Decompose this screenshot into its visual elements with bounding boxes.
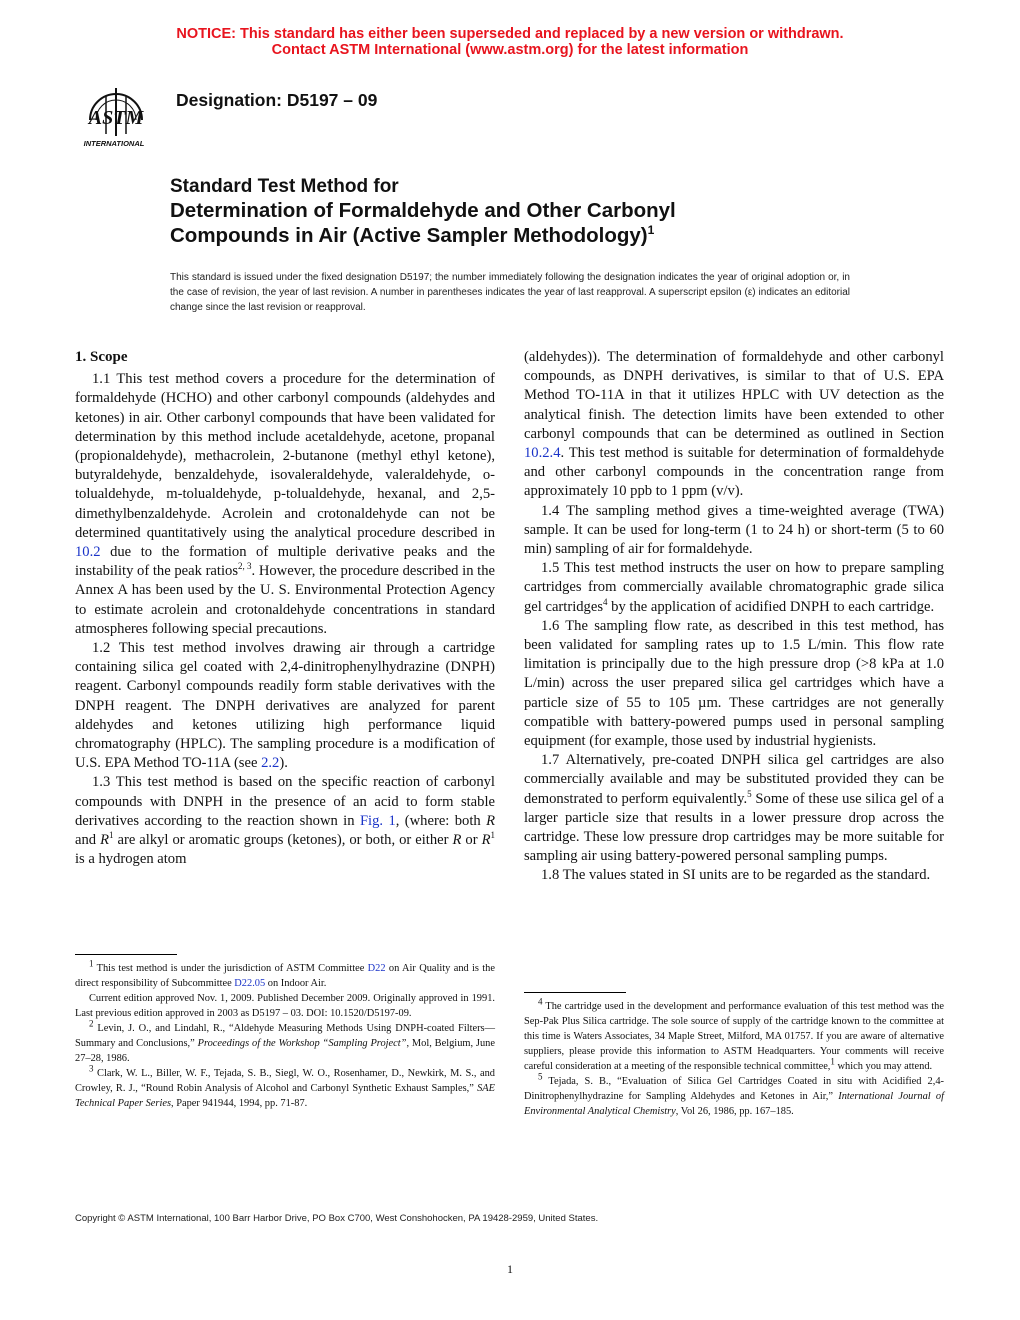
footnote-5-text-b: , Vol 26, 1986, pp. 167–185. <box>675 1106 794 1117</box>
para-1-5 <box>524 559 944 617</box>
footnote-4-text-a: The cartridge used in the development and performance evaluation of this test method was the Sep-Pak Plus Silica cartridge. The sole source of supply of the cartridge known to the committee at this time is Waters Associates, 34 Maple Street, Milford, MA 01757. If you are aware of alternative suppliers, please provide this information to ASTM Headquarters. Your comments will receive careful consideration at a meeting of the responsible technical committee, <box>524 1001 944 1072</box>
footnote-1 <box>75 958 495 991</box>
var-r1-sup: 1 <box>109 830 114 841</box>
footnote-1-text-b: on Air Quality and is the direct responsibility of Subcommittee <box>75 963 495 989</box>
astm-logo-icon <box>70 80 160 148</box>
para-1-3-text-b: , (where: both <box>395 812 487 829</box>
astm-logo <box>70 80 160 148</box>
footnote-5-text-a: Tejada, S. B., “Evaluation of Silica Gel Cartridges Coated in situ with Acidified 2,4-Dinitrophenylhydrazine for Sampling Aldehydes and Ketones in Air,” <box>524 1076 944 1102</box>
footnote-divider <box>75 954 177 955</box>
var-r1: R <box>100 832 109 849</box>
title-line-2: Determination of Formaldehyde and Other Carbonyl <box>170 199 676 222</box>
footnote-2-text-b: , Mol, Belgium, June 27–28, 1986. <box>75 1038 495 1064</box>
notice-line-1: NOTICE: This standard has either been superseded and replaced by a new version or withdrawn. <box>176 26 844 42</box>
issued-note: This standard is issued under the fixed designation D5197; the number immediately following the designation indicates the year of original adoption or, in the case of revision, the year of last revision. A number in parentheses indicates the year of last reapproval. A superscript epsilon (ε) indicates an editorial change since the last revision or reapproval. <box>170 272 850 313</box>
notice-line-2: Contact ASTM International (www.astm.org) for the latest information <box>271 42 749 58</box>
link-d22[interactable]: D22 <box>367 963 386 974</box>
document-title <box>170 176 890 248</box>
title-footnote-ref[interactable]: 1 <box>647 223 655 238</box>
para-1-7-text-a: 1.7 Alternatively, pre-coated DNPH silica gel cartridges are also commercially available and may be substituted provided they can be demonstrated to perform equivalently. <box>524 752 944 807</box>
withdrawn-notice <box>0 26 1020 58</box>
para-1-3 <box>75 773 495 869</box>
footnote-3-marker: 3 <box>89 1063 94 1074</box>
page-number: 1 <box>507 1262 513 1276</box>
para-1-3-continued <box>524 348 944 502</box>
para-1-8: 1.8 The values stated in SI units are to be regarded as the standard. <box>541 867 931 884</box>
footnote-5-source: International Journal of Environmental Analytical Chemistry <box>524 1091 945 1117</box>
link-d22-05[interactable]: D22.05 <box>234 978 266 989</box>
section-heading-scope: 1. Scope <box>75 349 128 365</box>
para-1-4: 1.4 The sampling method gives a time-weighted average (TWA) sample. It can be used for long-term (1 to 24 h) or short-term (5 to 60 min) sampling of air for formaldehyde. <box>524 502 944 558</box>
title-line-3-text: Compounds in Air (Active Sampler Methodology) <box>170 224 648 247</box>
link-fig-1[interactable]: Fig. 1 <box>359 812 396 829</box>
para-1-1-text-b: due to the formation of multiple derivative peaks and the instability of the peak ratios <box>75 544 495 580</box>
footnote-divider-right <box>524 992 626 993</box>
para-1-7 <box>524 751 944 866</box>
link-10-2[interactable]: 10.2 <box>75 544 101 561</box>
title-line-3 <box>170 223 890 248</box>
footnote-1-text-c: on Indoor Air. <box>265 978 327 989</box>
footnote-2-source: Proceedings of the Workshop “Sampling Project” <box>197 1038 407 1049</box>
para-1-5-text-a: 1.5 This test method instructs the user on how to prepare sampling cartridges from commercially available chromatographic grade silica gel cartridges <box>524 560 944 615</box>
copyright-line: Copyright © ASTM International, 100 Barr Harbor Drive, PO Box C700, West Conshohocken, PA 19428-2959, United States. <box>75 1213 599 1224</box>
footnote-2-marker: 2 <box>89 1018 94 1029</box>
footnote-2-text-a: Levin, J. O., and Lindahl, R., “Aldehyde Measuring Methods Using DNPH-coated Filters—Summary and Conclusions,” <box>75 1023 495 1049</box>
para-1-2-text-a: 1.2 This test method involves drawing air through a cartridge containing silica gel coated with 2,4-dinitrophenylhydrazine (DNPH) reagent. Carbonyl compounds readily form stable derivatives with the DNPH reagent. The DNPH derivatives are analyzed for parent aldehydes and ketones utilizing high performance liquid chromatography (HPLC). The sampling procedure is a modification of U.S. EPA Method TO-11A (see <box>75 640 495 772</box>
footnotes-left <box>75 954 495 1111</box>
footnote-4 <box>524 996 944 1074</box>
footnote-3 <box>75 1063 495 1111</box>
var-r: R <box>486 812 496 829</box>
footnote-3-text-a: Clark, W. L., Biller, W. F., Tejada, S. B., Siegl, W. O., Rosenhamer, D., Newkirk, M. S., and Crowley, R. J., “Round Robin Analysis of Alcohol and Carbonyl Synthetic Exhaust Samples,” <box>75 1068 495 1094</box>
footnote-1-edition: Current edition approved Nov. 1, 2009. Published December 2009. Originally approved in 1991. Last previous edition approved in 2003 as D5197 – 03. DOI: 10.1520/D5197-09. <box>75 993 495 1019</box>
var-r-2: R <box>452 832 462 849</box>
footnote-5-marker: 5 <box>538 1071 543 1082</box>
footnote-4-text-b: which you may attend. <box>834 1061 933 1072</box>
footnote-ref-4[interactable]: 4 <box>603 596 608 607</box>
para-1-1-text-c: . However, the procedure described in the Annex A has been used by the U. S. Environmental Protection Agency to estimate acrolein and crotonaldehyde concentrations in standard atmospheres following special precautions. <box>75 563 495 637</box>
var-r1-2: R <box>481 832 491 849</box>
para-1-3-cont-text-a: (aldehydes)). The determination of formaldehyde and other carbonyl compounds, as DNPH derivatives, is similar to that of U.S. EPA Method TO-11A in that it utilizes HPLC with UV detection as the analytical finish. The detection limits have been extended to other carbonyl compounds that can be determined as outlined in Section <box>524 349 944 442</box>
para-1-1-text-a: 1.1 This test method covers a procedure for the determination of formaldehyde (HCHO) and other carbonyl compounds (aldehydes and ketones) in air. Other carbonyl compounds that have been validated for determination by this method include acetaldehyde, acetone, propanal (propionaldehyde), methacrolein, 2-butanone (methyl ethyl ketone), butyraldehyde, benzaldehyde, isovaleraldehyde, valeraldehyde, o-tolualdehyde, m-tolualdehyde, p-tolualdehyde, hexanal, and 2,5-dimethylbenzaldehyde. Acrolein and crotonaldehyde can not be determined quantitatively using the analytical procedure described in <box>75 371 495 541</box>
footnote-5 <box>524 1071 945 1119</box>
title-line-1: Standard Test Method for <box>170 176 399 197</box>
para-1-3-text-f: is a hydrogen atom <box>75 851 187 868</box>
para-1-3-text-e: or <box>461 832 482 849</box>
left-column <box>75 348 495 869</box>
footnote-ref-5[interactable]: 5 <box>747 788 752 799</box>
designation: Designation: D5197 – 09 <box>176 90 378 110</box>
footnote-1-marker: 1 <box>89 958 94 969</box>
para-1-3-text-c: and <box>75 832 101 849</box>
footnote-3-text-b: , Paper 941944, 1994, pp. 71-87. <box>171 1098 308 1109</box>
para-1-3-text-d: are alkyl or aromatic groups (ketones), or both, or either <box>113 832 453 849</box>
para-1-7-text-b: Some of these use silica gel of a larger particle size that results in a lower pressure drop across the cartridge. These low pressure drop cartridges may be more suitable for sampling air using battery-powered personal sampling pumps. <box>524 790 944 865</box>
footnote-ref-2-3[interactable]: 2, 3 <box>238 561 252 572</box>
footnotes-right <box>524 992 944 1119</box>
para-1-3-text-a: 1.3 This test method is based on the specific reaction of carbonyl compounds with DNPH in the presence of an acid to form stable derivatives according to the reaction shown in <box>75 774 495 829</box>
para-1-6: 1.6 The sampling flow rate, as described in this test method, has been validated for sampling rates up to 1.5 L/min. This flow rate limitation is principally due to the high pressure drop (>8 kPa at 1.0 L/min) across the user prepared silica gel cartridges which have a particle size of 55 to 105 µm. These cartridges are not generally compatible with battery-powered pumps used in personal sampling equipment (for example, those used by industrial hygienists. <box>524 617 944 750</box>
footnote-3-source: SAE Technical Paper Series <box>75 1083 495 1109</box>
footnote-2 <box>75 1018 495 1066</box>
link-2-2[interactable]: 2.2 <box>261 755 280 772</box>
footnote-4-marker: 4 <box>538 996 543 1007</box>
right-column <box>524 348 944 886</box>
para-1-5-text-b: by the application of acidified DNPH to each cartridge. <box>607 598 935 615</box>
footnote-1-text-a: This test method is under the jurisdiction of ASTM Committee <box>93 963 368 974</box>
para-1-3-cont-text-b: . This test method is suitable for determination of formaldehyde and other carbonyl compounds in the concentration range from approximately 10 ppb to 1 ppm (v/v). <box>524 445 944 500</box>
para-1-1 <box>75 370 495 639</box>
var-r1-2-sup: 1 <box>490 830 495 841</box>
para-1-2-text-b: ). <box>279 755 288 772</box>
logo-text: ASTM <box>88 107 144 129</box>
logo-subtext: INTERNATIONAL <box>83 139 145 148</box>
para-1-2 <box>75 639 495 773</box>
footnote-4-ref-1[interactable]: 1 <box>830 1056 835 1067</box>
link-10-2-4[interactable]: 10.2.4 <box>524 445 561 462</box>
